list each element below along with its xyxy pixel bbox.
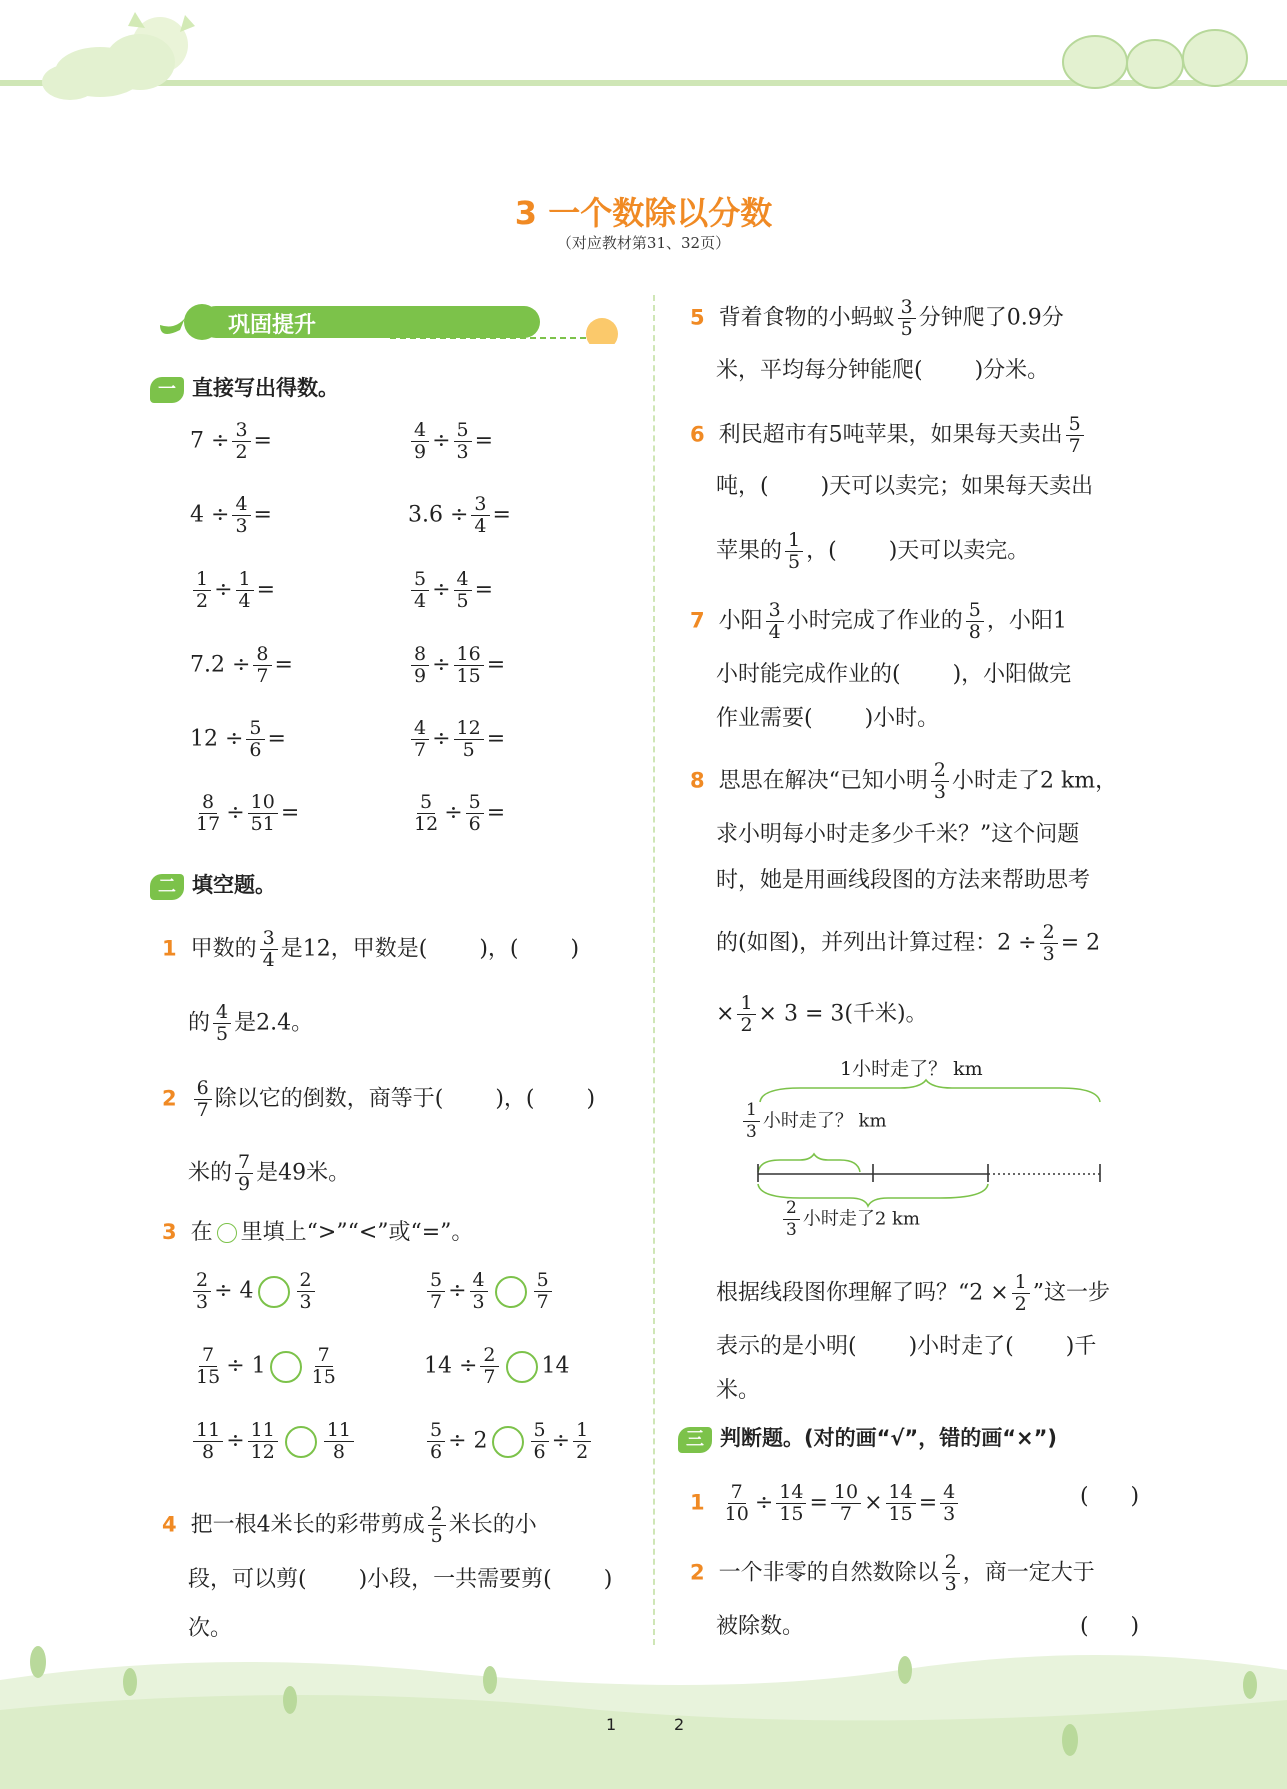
compare-d: 14 ÷ $\frac{2}{7}$ 14: [424, 1344, 570, 1388]
part3-heading: 三 判断题。(对的画“√”，错的画“×”): [678, 1422, 1057, 1453]
fill-q8-line6: 根据线段图你理解了吗？“2 × $\frac{1}{2}$ ”这一步: [716, 1271, 1111, 1315]
banner-graphic: [150, 300, 630, 344]
header-decoration: [0, 0, 1287, 110]
part2-label: 二: [150, 874, 184, 900]
compare-circle[interactable]: [270, 1351, 302, 1383]
fill-q3-line: 3 在 里填上“>”“<”或“=”。: [162, 1220, 474, 1245]
section-banner: [150, 300, 630, 344]
fill-q7-line3: 作业需要( )小时。: [716, 706, 940, 731]
diagram-top-label: 1小时走了？ km: [840, 1058, 983, 1080]
fill-q4-line3: 次。: [188, 1616, 233, 1641]
fill-q2-line2: 米的 $\frac{7}{9}$ 是49米。: [188, 1151, 351, 1195]
fill-q8-line7: 表示的是小明( )小时走了( )千: [716, 1334, 1097, 1359]
compare-b: $\frac{5}{7}$ ÷ $\frac{4}{3}$ $\frac{5}{7}$: [424, 1270, 555, 1313]
fill-q6-line3: 苹果的 $\frac{1}{5}$ ，( )天可以卖完。: [716, 529, 1030, 573]
fill-q8-line4: 的(如图)，并列出计算过程：2 ÷ $\frac{2}{3}$ = 2: [716, 921, 1101, 965]
diagram-third-label: $\frac{1}{3}$ 小时走了？ km: [740, 1100, 887, 1143]
judge-q1-answer[interactable]: ( ): [1080, 1484, 1140, 1509]
calc-row-1: 7 ÷ $\frac{3}{2}$ =: [190, 419, 272, 463]
fill-q8-line8: 米。: [716, 1378, 761, 1403]
animal-faces-icon: [1063, 30, 1247, 88]
fill-q4-line1: 4 把一根4米长的彩带剪成 $\frac{2}{5}$ 米长的小: [162, 1503, 537, 1547]
page-subtitle: （对应教材第31、32页）: [556, 234, 731, 252]
banner-label: 巩固提升: [228, 313, 317, 338]
judge-q2-line2: 被除数。: [716, 1614, 805, 1639]
compare-e: $\frac{11}{8}$ ÷ $\frac{11}{12}$ $\frac{11}{8}$: [190, 1420, 357, 1463]
compare-circle[interactable]: [492, 1426, 524, 1458]
column-divider: [653, 295, 655, 1645]
fill-q6-line2: 吨，( )天可以卖完；如果每天卖出: [716, 474, 1094, 499]
compare-c: $\frac{7}{15}$ ÷ 1 $\frac{7}{15}$: [196, 1344, 336, 1388]
fill-q8-line2: 求小明每小时走多少千米？”这个问题: [716, 822, 1080, 847]
calc-row-7: 7.2 ÷ $\frac{8}{7}$ =: [190, 643, 293, 687]
footer-landscape: [0, 1640, 1287, 1789]
part1-heading: 一 直接写出得数。: [150, 372, 339, 403]
part3-label: 三: [678, 1427, 712, 1453]
compare-a: $\frac{2}{3}$ ÷ 4 $\frac{2}{3}$: [190, 1270, 318, 1313]
calc-row-8: $\frac{8}{9}$ ÷ $\frac{16}{15}$ =: [408, 644, 505, 687]
fill-q1-line1: 1 甲数的 $\frac{3}{4}$ 是12，甲数是( )，( ): [162, 927, 580, 971]
compare-circle[interactable]: [285, 1426, 317, 1458]
calc-row-6: $\frac{5}{4}$ ÷ $\frac{4}{5}$ =: [408, 569, 493, 612]
calc-row-2: $\frac{4}{9}$ ÷ $\frac{5}{3}$ =: [408, 420, 493, 463]
fill-q8-line3: 时，她是用画线段图的方法来帮助思考: [716, 868, 1091, 893]
part1-label: 一: [150, 377, 184, 403]
judge-q2-answer[interactable]: ( ): [1080, 1614, 1140, 1639]
page-title: 3 一个数除以分数: [514, 194, 773, 232]
fill-q1-line2: 的 $\frac{4}{5}$ 是2.4。: [188, 1001, 314, 1045]
compare-f: $\frac{5}{6}$ ÷ 2 $\frac{5}{6}$ ÷ $\frac{1}{2}$: [424, 1420, 594, 1463]
page-number-left: 1: [606, 1715, 617, 1734]
fill-q4-line2: 段，可以剪( )小段，一共需要剪( ): [188, 1567, 613, 1592]
fill-q6-line1: 6 利民超市有5吨苹果，如果每天卖出 $\frac{5}{7}$: [690, 414, 1087, 457]
page-number-right: 2: [674, 1715, 685, 1734]
calc-row-12: $\frac{5}{12}$ ÷ $\frac{5}{6}$ =: [414, 791, 506, 835]
fill-q7-line1: 7 小阳 $\frac{3}{4}$ 小时完成了作业的 $\frac{5}{8}$ ，小阳1: [690, 599, 1067, 643]
compare-circle[interactable]: [258, 1276, 290, 1308]
fill-q8-line1: 8 思思在解决“已知小明 $\frac{2}{3}$ 小时走了2 km，: [690, 759, 1118, 803]
calc-row-11: $\frac{8}{17}$ ÷ $\frac{10}{51}$ =: [196, 791, 300, 835]
segment-diagram: [740, 1048, 1110, 1248]
diagram-two-label: $\frac{2}{3}$ 小时走了2 km: [780, 1198, 920, 1241]
fill-q7-line2: 小时能完成作业的( )，小阳做完: [716, 662, 1072, 687]
calc-row-4: 3.6 ÷ $\frac{3}{4}$ =: [408, 493, 511, 537]
calc-row-10: $\frac{4}{7}$ ÷ $\frac{12}{5}$ =: [408, 718, 505, 761]
fill-q8-line5: × $\frac{1}{2}$ × 3 = 3(千米)。: [716, 992, 928, 1036]
calc-row-9: 12 ÷ $\frac{5}{6}$ =: [190, 717, 286, 761]
calc-row-5: $\frac{1}{2}$ ÷ $\frac{1}{4}$ =: [190, 569, 275, 612]
fill-q2-line1: 2 $\frac{6}{7}$ 除以它的倒数，商等于( )，( ): [162, 1077, 596, 1121]
fill-q5-line1: 5 背着食物的小蚂蚁 $\frac{3}{5}$ 分钟爬了0.9分: [690, 296, 1064, 340]
compare-circle[interactable]: [506, 1351, 538, 1383]
judge-q2-line1: 2 一个非零的自然数除以 $\frac{2}{3}$ ，商一定大于: [690, 1551, 1095, 1595]
judge-q1: 1 $\frac{7}{10}$ ÷ $\frac{14}{15}$ = $\frac{10}{7}$ × $\frac{14}{15}$ = $\frac{4}{3}$: [690, 1482, 961, 1525]
compare-circle-icon: [217, 1223, 237, 1243]
part2-heading: 二 填空题。: [150, 869, 276, 900]
calc-row-3: 4 ÷ $\frac{4}{3}$ =: [190, 493, 272, 537]
fill-q5-line2: 米，平均每分钟能爬( )分米。: [716, 358, 1050, 383]
compare-circle[interactable]: [495, 1276, 527, 1308]
cloud-icon: [42, 34, 175, 100]
